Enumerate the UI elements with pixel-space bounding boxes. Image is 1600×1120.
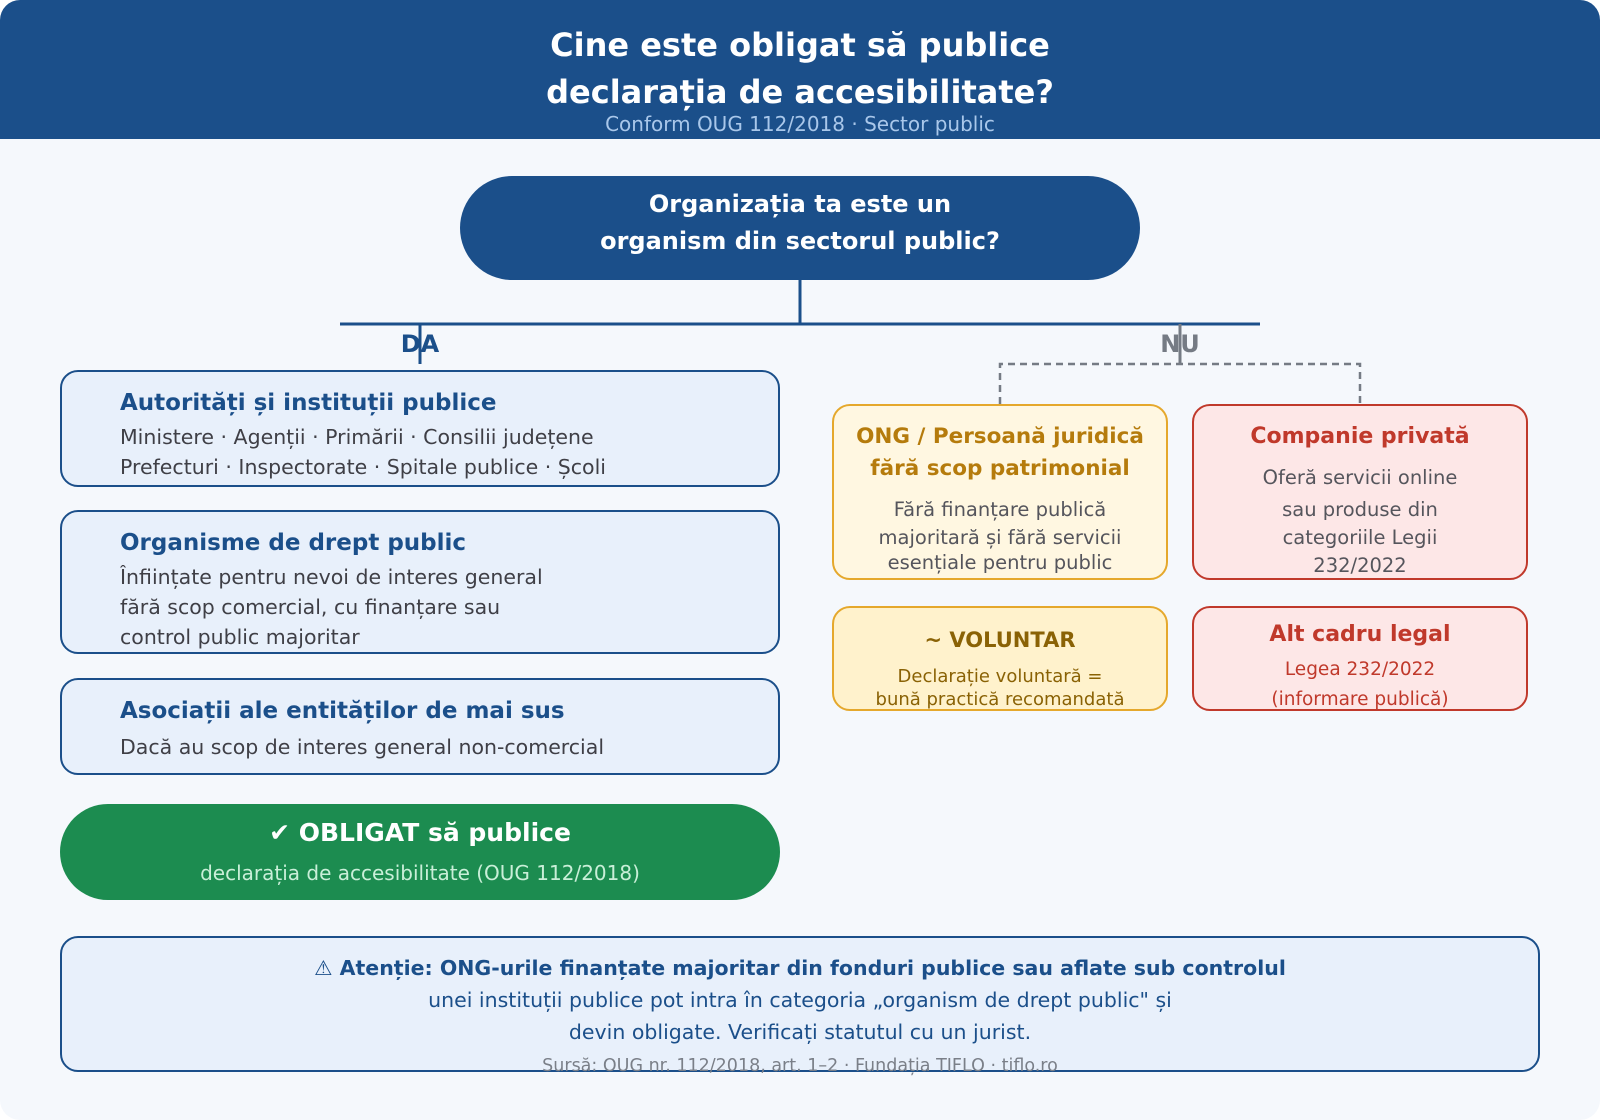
card-text: (informare publică)	[1271, 689, 1449, 710]
card-title: Organisme de drept public	[120, 530, 467, 556]
obligated-subtitle: declarația de accesibilitate (OUG 112/2018)	[200, 861, 640, 885]
card-text: Ministere · Agenții · Primării · Consilii județene	[120, 425, 594, 449]
source-citation: Sursă: OUG nr. 112/2018, art. 1–2 · Fundația TIFLO · tiflo.ro	[542, 1056, 1058, 1076]
voluntary-title: ~ VOLUNTAR	[924, 628, 1076, 652]
card-title: Companie privată	[1250, 424, 1470, 449]
card-text: esențiale pentru public	[887, 551, 1113, 574]
card-text: Dacă au scop de interes general non-comercial	[120, 735, 605, 759]
voluntary-card	[832, 606, 1168, 711]
card-text: sau produse din	[1282, 498, 1438, 521]
card-text: fără scop comercial, cu finanțare sau	[120, 595, 501, 619]
no-label: NU	[1160, 330, 1200, 358]
card-title: fără scop patrimonial	[870, 456, 1130, 481]
warning-text: unei instituții publice pot intra în categoria „organism de drept public" și	[428, 988, 1172, 1012]
card-text: Declarație voluntară =	[897, 666, 1103, 687]
card-text: majoritară și fără servicii	[878, 526, 1122, 549]
card-text: bună practică recomandată	[875, 689, 1125, 710]
obligated-result	[60, 804, 780, 900]
card-text: categoriile Legii	[1282, 526, 1438, 549]
yes-label: DA	[400, 330, 440, 358]
card-title: Asociații ale entităților de mai sus	[120, 698, 565, 724]
card-text: Oferă servicii online	[1262, 466, 1458, 489]
public-authorities-card	[60, 370, 780, 487]
question-node	[460, 176, 1140, 280]
card-title: ONG / Persoană juridică	[856, 424, 1144, 449]
no-branch-dashed-split	[1000, 364, 1360, 404]
card-text: control public majoritar	[120, 625, 360, 649]
page-title-line-1: Cine este obligat să publice	[550, 26, 1050, 64]
card-text: Fără finanțare publică	[893, 498, 1107, 521]
question-line-1: Organizația ta este un	[648, 190, 952, 218]
page-subtitle: Conform OUG 112/2018 · Sector public	[605, 112, 995, 136]
page-title-line-2: declarația de accesibilitate?	[546, 73, 1054, 111]
card-title: Autorități și instituții publice	[120, 390, 497, 416]
public-law-bodies-card	[60, 510, 780, 654]
other-legal-framework-card	[1192, 606, 1528, 711]
card-title: Alt cadru legal	[1269, 622, 1451, 647]
ngo-card	[832, 404, 1168, 580]
obligated-title: ✔ OBLIGAT să publice	[269, 818, 571, 847]
associations-card	[60, 678, 780, 775]
card-text: Prefecturi · Inspectorate · Spitale publice · Școli	[120, 455, 606, 479]
warning-note	[60, 936, 1540, 1076]
private-company-card	[1192, 404, 1528, 580]
warning-title: ⚠ Atenție: ONG-urile finanțate majoritar din fonduri publice sau aflate sub controlul	[314, 956, 1286, 980]
card-text: 232/2022	[1313, 554, 1407, 577]
warning-text: devin obligate. Verificați statutul cu un jurist.	[568, 1020, 1032, 1044]
question-line-2: organism din sectorul public?	[600, 227, 1000, 255]
card-text: Legea 232/2022	[1284, 659, 1436, 680]
card-text: Înființate pentru nevoi de interes general	[120, 565, 543, 589]
